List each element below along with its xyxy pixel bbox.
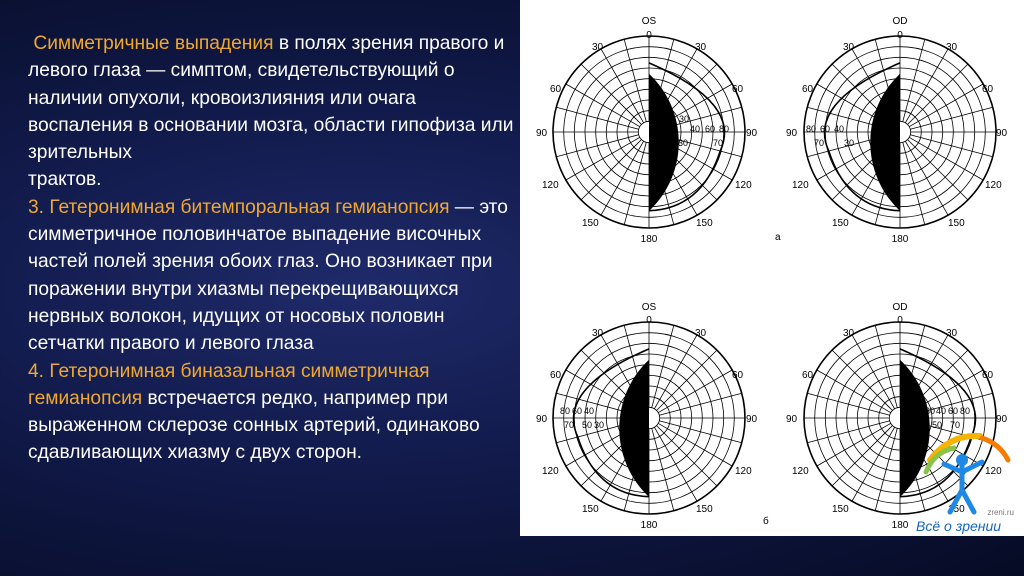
deg-180-label: 180 (640, 234, 658, 245)
grid-meridian (875, 428, 897, 511)
isopter-label-80: 80 (960, 406, 971, 416)
isopter-label-80: 80 (719, 124, 730, 134)
deg-30-label: 30 (843, 328, 855, 339)
isopter-label-70: 70 (564, 420, 575, 430)
deg-180-label: 180 (640, 520, 658, 531)
deg-120-label: 120 (985, 466, 1002, 477)
isopter-label-30: 30 (679, 114, 690, 124)
deg-60-label: 60 (982, 370, 994, 381)
grid-meridian (624, 142, 646, 225)
deg-150-label: 150 (832, 504, 849, 515)
isopter-label-60: 60 (820, 124, 831, 134)
grid-meridian (908, 64, 968, 124)
panel-label-a: а (775, 232, 781, 243)
figure-icon (910, 420, 1020, 520)
grid-meridian (910, 107, 993, 129)
isopter-label-60: 60 (948, 406, 959, 416)
isopter-label-60: 60 (572, 406, 583, 416)
paragraph-1-end: трактов. (28, 169, 102, 191)
isopter-label-50: 50 (932, 420, 943, 430)
grid-meridian (566, 84, 640, 127)
grid-meridian (903, 39, 925, 122)
isopter-label-40: 40 (690, 124, 701, 134)
isopter-label-30: 30 (678, 138, 689, 148)
grid-meridian (658, 423, 732, 466)
grid-meridian (905, 49, 948, 123)
deg-120-label: 120 (735, 466, 752, 477)
isopter-label-30: 30 (594, 420, 605, 430)
perimetry-chart (553, 322, 745, 514)
grid-meridian (556, 135, 639, 157)
isopter-label-70: 70 (713, 138, 724, 148)
deg-150-label: 150 (696, 218, 713, 229)
deg-90-label: 90 (536, 128, 548, 139)
isopter-label-70: 70 (950, 420, 961, 430)
body-text (28, 30, 516, 467)
isopter-label-60: 60 (705, 124, 716, 134)
grid-meridian (566, 137, 640, 180)
paragraph-symmetric-defects (28, 30, 516, 194)
site-logo[interactable] (910, 420, 1020, 536)
isopter-label-30: 30 (925, 406, 936, 416)
term-symmetric-defects: Симметричные выпадения (33, 33, 274, 54)
paragraph-3-end: сдавливающих хиазму с двух сторон. (28, 442, 363, 464)
deg-30-label: 30 (946, 42, 958, 53)
deg-60-label: 60 (732, 370, 744, 381)
deg-90-label: 90 (746, 414, 758, 425)
eye-label-os-bottom: OS (641, 302, 657, 313)
grid-meridian (659, 421, 742, 443)
grid-meridian (659, 393, 742, 415)
isopter-label-50: 50 (582, 420, 593, 430)
deg-90-label: 90 (536, 414, 548, 425)
deg-180-label: 180 (891, 234, 909, 245)
grid-meridian (807, 393, 890, 415)
deg-150-label: 150 (948, 504, 965, 515)
term-binasal-hemianopsia-2: гемианопсия (28, 387, 143, 409)
grid-meridian (817, 370, 891, 413)
deg-90-label: 90 (996, 128, 1008, 139)
grid-meridian (654, 335, 697, 409)
grid-meridian (817, 423, 891, 466)
deg-60-label: 60 (550, 370, 562, 381)
grid-meridian (832, 350, 892, 410)
paragraph-2-text: — это симметричное половинчатое выпадение височных частей полей зрения обоих глаз. Оно возникает при поражении внутри хиазмы перекрещивающихся нервных волокон, идущих от носовых половин сетчатки правого и левого глаза (28, 196, 508, 355)
deg-60-label: 60 (732, 84, 744, 95)
logo-site-text: zreni.ru (987, 508, 1014, 517)
paragraph-bitemporal (28, 194, 516, 358)
deg-0-label: 0 (646, 30, 652, 41)
isopter-label-40: 40 (834, 124, 845, 134)
deg-180-label: 180 (891, 520, 909, 531)
paragraph-binasal (28, 358, 516, 467)
paragraph-3-text: встречается редко, например при выраженном склерозе сонных артерий, одинаково (28, 387, 480, 437)
term-bitemporal-hemianopsia: 3. Гетеронимная битемпоральная гемианопсия (28, 196, 450, 218)
isopter-label-80: 80 (560, 406, 571, 416)
deg-30-label: 30 (592, 328, 604, 339)
grid-meridian (909, 84, 983, 127)
deg-150-label: 150 (582, 504, 599, 515)
deg-150-label: 150 (832, 218, 849, 229)
deg-120-label: 120 (985, 180, 1002, 191)
isopter-label-30: 30 (844, 138, 855, 148)
eye-label-od-bottom: OD (892, 302, 908, 313)
grid-meridian (905, 141, 948, 215)
deg-120-label: 120 (792, 180, 809, 191)
grid-meridian (852, 427, 895, 501)
isopter-label-40: 40 (936, 406, 947, 416)
grid-meridian (654, 427, 697, 501)
grid-meridian (581, 140, 641, 200)
grid-meridian (657, 426, 717, 486)
deg-90-label: 90 (786, 128, 798, 139)
grid-meridian (909, 137, 983, 180)
deg-120-label: 120 (735, 180, 752, 191)
paragraph-1-text: в полях зрения правого и левого глаза — симптом, свидетельствующий о наличии опухоли, кровоизлияния или очага воспаления в основании мозга, области гипофиза или зрительных (28, 33, 514, 164)
deg-60-label: 60 (802, 370, 814, 381)
eye-label-os-top: OS (641, 16, 657, 27)
deg-150-label: 150 (696, 504, 713, 515)
grid-meridian (624, 39, 646, 122)
deg-150-label: 150 (582, 218, 599, 229)
isopter-label-80: 80 (806, 124, 817, 134)
grid-meridian (908, 140, 968, 200)
deg-90-label: 90 (786, 414, 798, 425)
grid-meridian (657, 350, 717, 410)
grid-meridian (652, 428, 674, 511)
deg-90-label: 90 (746, 128, 758, 139)
deg-150-label: 150 (948, 218, 965, 229)
deg-0-label: 0 (897, 30, 903, 41)
perimetry-chart (553, 36, 745, 228)
grid-meridian (807, 421, 890, 443)
grid-meridian (658, 370, 732, 413)
deg-30-label: 30 (695, 328, 707, 339)
perimetry-chart (804, 36, 996, 228)
grid-meridian (556, 107, 639, 129)
isopter-label-40: 40 (584, 406, 595, 416)
deg-120-label: 120 (542, 466, 559, 477)
grid-meridian (652, 325, 674, 408)
deg-120-label: 120 (792, 466, 809, 477)
deg-120-label: 120 (542, 180, 559, 191)
deg-90-label: 90 (996, 414, 1008, 425)
logo-brand-text: Всё о зрении (916, 518, 1002, 534)
grid-meridian (581, 64, 641, 124)
grid-meridian (910, 135, 993, 157)
grid-meridian (903, 142, 925, 225)
grid-meridian (601, 49, 644, 123)
panel-label-b: б (763, 516, 769, 527)
deg-30-label: 30 (592, 42, 604, 53)
grid-meridian (875, 325, 897, 408)
deg-30-label: 30 (695, 42, 707, 53)
grid-meridian (832, 426, 892, 486)
deg-60-label: 60 (982, 84, 994, 95)
deg-0-label: 0 (897, 315, 903, 326)
isopter-label-70: 70 (814, 138, 825, 148)
deg-60-label: 60 (550, 84, 562, 95)
eye-label-od-top: OD (892, 16, 908, 27)
deg-30-label: 30 (843, 42, 855, 53)
grid-meridian (601, 141, 644, 215)
deg-0-label: 0 (646, 315, 652, 326)
grid-meridian (852, 335, 895, 409)
deg-30-label: 30 (946, 328, 958, 339)
deg-60-label: 60 (802, 84, 814, 95)
term-binasal-hemianopsia-1: 4. Гетеронимная биназальная симметричная (28, 360, 430, 382)
